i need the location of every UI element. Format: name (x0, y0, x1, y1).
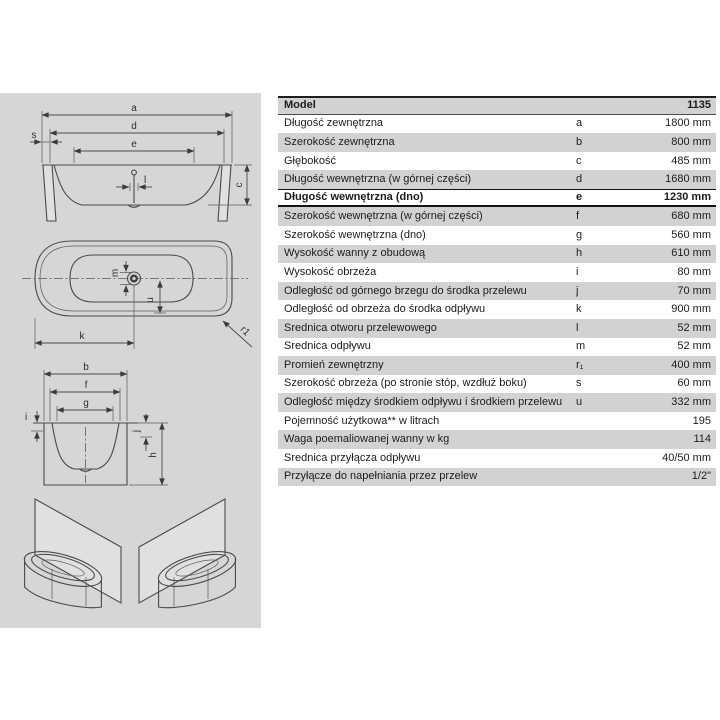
dim-label-s: s (31, 130, 37, 141)
model-number: 1135 (687, 99, 711, 112)
spec-label: Średnica otworu przelewowego (284, 322, 437, 334)
iso-view-right (139, 499, 239, 608)
isometric-views-drawing (0, 497, 261, 627)
spec-value: 195 (692, 414, 711, 427)
spec-value: 1800 mm (665, 117, 711, 130)
table-row (278, 356, 716, 375)
spec-label: Szerokość zewnętrzna (284, 136, 395, 148)
table-row (278, 412, 716, 431)
spec-value: 52 mm (677, 321, 711, 334)
spec-value: 332 mm (671, 396, 711, 409)
spec-value: 900 mm (671, 303, 711, 316)
dim-label-m: m (110, 268, 121, 278)
spec-label: Przyłącze do napełniania przez przelew (284, 471, 478, 483)
spec-symbol: e (576, 191, 583, 204)
end-view-drawing (0, 361, 261, 497)
plan-view-drawing (0, 233, 261, 361)
dim-label-a: a (131, 103, 137, 114)
spec-value: 80 mm (677, 265, 711, 278)
spec-value: 680 mm (671, 210, 711, 223)
spec-label: Szerokość obrzeża (po stronie stóp, wzdłuż boku) (284, 378, 527, 390)
table-row (278, 152, 716, 171)
technical-drawings-panel (0, 93, 261, 628)
table-row (278, 375, 716, 394)
table-row (278, 338, 716, 357)
spec-table (278, 96, 716, 486)
dim-label-b: b (83, 362, 89, 373)
table-row (278, 468, 716, 487)
spec-symbol: m (576, 340, 586, 353)
spec-value: 40/50 mm (662, 451, 711, 464)
model-label: Model (284, 100, 316, 112)
spec-value: 1680 mm (665, 173, 711, 186)
spec-value: 485 mm (671, 154, 711, 167)
spec-label: Długość wewnętrzna (dno) (284, 192, 424, 204)
spec-label: Głębokość (284, 155, 336, 167)
spec-symbol: s (576, 377, 582, 390)
spec-value: 52 mm (677, 340, 711, 353)
spec-value: 1/2" (691, 470, 711, 483)
table-row (278, 133, 716, 152)
spec-symbol: l (576, 321, 579, 334)
table-header-row (278, 96, 716, 115)
spec-value: 560 mm (671, 228, 711, 241)
dim-label-r1: r1 (237, 324, 252, 339)
table-row (278, 226, 716, 245)
spec-label: Pojemność użytkowa** w litrach (284, 415, 440, 427)
spec-label: Odległość od górnego brzegu do środka przelewu (284, 285, 527, 297)
spec-label: Promień zewnętrzny (284, 359, 384, 371)
table-row (278, 245, 716, 264)
table-row (278, 282, 716, 301)
table-row (278, 393, 716, 412)
table-row (278, 430, 716, 449)
table-row (278, 449, 716, 468)
spec-label: Długość wewnętrzna (w górnej części) (284, 174, 472, 186)
dim-label-k: k (79, 331, 85, 342)
spec-symbol: b (576, 135, 583, 148)
dim-label-e: e (131, 139, 137, 150)
dim-label-j: j (131, 429, 142, 433)
spec-symbol: r₁ (576, 358, 584, 371)
spec-label: Waga poemaliowanej wanny w kg (284, 434, 450, 446)
spec-label: Długość zewnętrzna (284, 118, 384, 130)
iso-view-left (21, 499, 121, 608)
table-row (278, 207, 716, 226)
dim-label-f: f (84, 380, 88, 391)
spec-symbol: c (576, 154, 582, 167)
spec-symbol: f (576, 210, 580, 223)
spec-value: 610 mm (671, 247, 711, 260)
table-row (278, 263, 716, 282)
dim-label-g: g (83, 398, 89, 409)
side-view-drawing (0, 99, 261, 231)
spec-value: 114 (693, 433, 711, 446)
dim-label-l: l (144, 175, 147, 186)
spec-label: Odległość między środkiem odpływu i środkiem przelewu (284, 397, 563, 409)
table-row (278, 319, 716, 338)
spec-symbol: u (576, 396, 583, 409)
table-row (278, 115, 716, 134)
spec-value: 70 mm (677, 284, 711, 297)
spec-label: Wysokość obrzeża (284, 266, 377, 278)
spec-value: 60 mm (677, 377, 711, 390)
spec-symbol: k (576, 303, 582, 316)
spec-value: 1230 mm (663, 191, 711, 204)
spec-value: 400 mm (671, 358, 711, 371)
spec-label: Szerokość wewnętrzna (w górnej części) (284, 211, 483, 223)
table-row (278, 170, 716, 189)
dim-label-h: h (148, 452, 159, 458)
spec-symbol: a (576, 117, 583, 130)
spec-value: 800 mm (671, 135, 711, 148)
spec-symbol: g (576, 228, 583, 241)
table-row (278, 300, 716, 319)
spec-label: Odległość od obrzeża do środka odpływu (284, 304, 486, 316)
spec-symbol: j (576, 284, 579, 297)
spec-label: Średnica przyłącza odpływu (284, 452, 421, 464)
spec-symbol: h (576, 247, 583, 260)
dim-label-c: c (234, 182, 245, 188)
spec-symbol: i (576, 265, 579, 278)
spec-label: Szerokość wewnętrzna (dno) (284, 229, 426, 241)
dim-label-i: i (25, 412, 28, 423)
dim-label-u: u (145, 297, 156, 303)
dim-label-d: d (131, 121, 137, 132)
spec-symbol: d (576, 173, 583, 186)
spec-label: Wysokość wanny z obudową (284, 248, 426, 260)
table-row-highlighted (278, 189, 716, 208)
spec-label: Średnica odpływu (284, 341, 371, 353)
